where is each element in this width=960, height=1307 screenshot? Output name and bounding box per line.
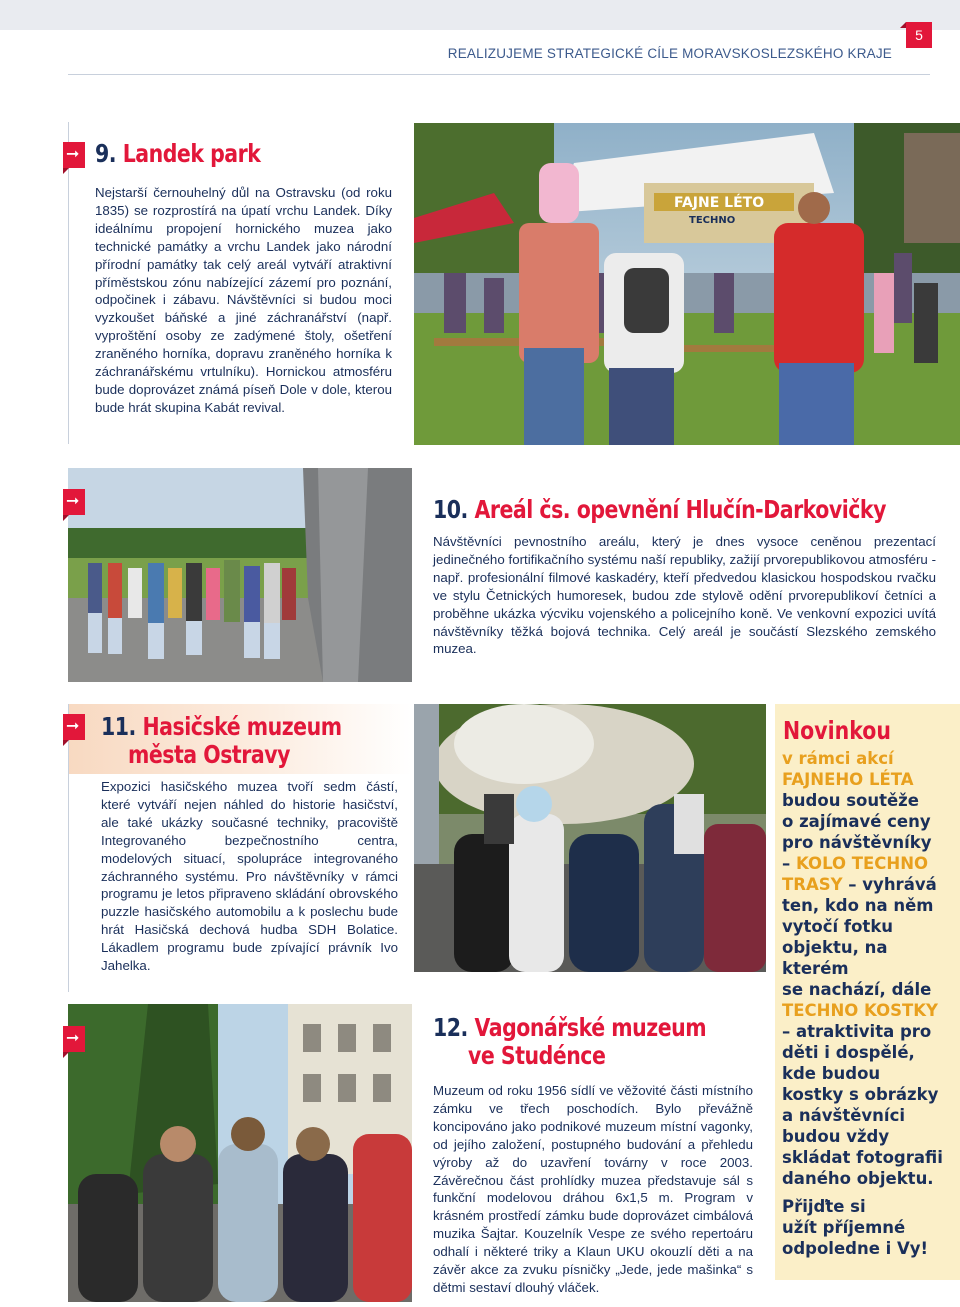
novinka-line: – atraktivita pro bbox=[782, 1022, 932, 1041]
novinka-line: pro návštěvníky bbox=[782, 833, 932, 852]
section-body-11: Expozici hasičského muzea tvoří sedm částí, které vytváří nejen náhled do historie hasičství, ale také ukázky současné techniky, pracoviště Integrovaného bezpečnostního centra, modelových situací, spolupráce integrovaného záchranného systému. Pro návštěvníky v rámci programu je letos připraveno skládání obrovského puzzle hasičského automobilu a k poslechu bude hrát Hasičská dechová hudba SDH Bolatice. Lákadlem programu bude zpívající právník Ivo Jahelka. bbox=[101, 779, 398, 974]
novinka-line: o zajímavé ceny bbox=[782, 812, 931, 831]
section-marker bbox=[63, 489, 85, 515]
novinka-box bbox=[775, 704, 960, 1280]
novinka-fragment: – bbox=[782, 854, 796, 873]
arrow-right-icon: ➞ bbox=[66, 1028, 80, 1047]
page-number: 5 bbox=[906, 22, 932, 48]
section-number: 9. bbox=[95, 139, 117, 168]
section-heading: Landek park bbox=[122, 139, 261, 168]
photo-studenka-castle-crowd bbox=[68, 1004, 412, 1302]
novinka-line: ten, kdo na něm bbox=[782, 896, 934, 915]
section-number: 11. bbox=[101, 712, 136, 741]
photo-fire-demonstration bbox=[414, 704, 766, 972]
section-title-11-line2: města Ostravy bbox=[128, 740, 290, 769]
novinka-line: TECHNO KOSTKY bbox=[782, 1001, 938, 1020]
novinka-title: Novinkou bbox=[783, 716, 891, 745]
novinka-highlight: TRASY bbox=[782, 875, 843, 894]
novinka-closing bbox=[782, 1196, 958, 1259]
novinka-line: děti i dospělé, bbox=[782, 1043, 915, 1062]
stage-sign: FAJNE LÉTO bbox=[674, 195, 765, 211]
novinka-closing-line: odpoledne i Vy! bbox=[782, 1239, 929, 1258]
section-marker bbox=[63, 142, 85, 168]
section-title-10 bbox=[433, 496, 886, 524]
section-heading: Vagonářské muzeum bbox=[474, 1013, 707, 1042]
section-number: 12. bbox=[433, 1013, 468, 1042]
top-band bbox=[0, 0, 960, 30]
novinka-line: daného objektu. bbox=[782, 1169, 934, 1188]
novinka-text bbox=[782, 748, 958, 1189]
section-marker bbox=[63, 1026, 85, 1052]
novinka-line: objektu, na kterém bbox=[782, 938, 888, 978]
novinka-line bbox=[782, 853, 958, 874]
novinka-line bbox=[782, 874, 958, 895]
section-body-9: Nejstarší černouhelný důl na Ostravsku (od roku 1835) se rozprostírá na úpatí vrchu Landek. Díky ideálnímu propojení hornického muzea jako technické památky a vrchu Landek jako národní přírodní památky tak celý areál vytváří atraktivní příměstskou zónu nabízející zázemí pro poznání, odpočinek i zábavu. Návštěvníci si budou moci vyzkoušet báňské a jiné záchranářství (např. vyproštění osoby ze zadýmené štoly, ošetření zraněného horníka, dopravu zraněného horníka k záchranářskému vrtulníku). Hornickou atmosféru bude doprovázet známá píseň Dole v dole, kterou bude hrát skupina Kabát revival. bbox=[95, 185, 392, 415]
stage-sign-2: TECHNO bbox=[689, 215, 736, 226]
novinka-line: v rámci akcí bbox=[782, 749, 894, 768]
novinka-line: se nachází, dále bbox=[782, 980, 932, 999]
novinka-line: FAJNEHO LÉTA bbox=[782, 770, 914, 789]
section-marker bbox=[63, 714, 85, 740]
novinka-line: kde budou bbox=[782, 1064, 881, 1083]
running-title: REALIZUJEME STRATEGICKÉ CÍLE MORAVSKOSLEZSKÉHO KRAJE bbox=[447, 46, 892, 61]
section-title-12 bbox=[433, 1014, 706, 1042]
section-title-9 bbox=[95, 140, 260, 168]
section-heading: Areál čs. opevnění Hlučín-Darkovičky bbox=[474, 495, 886, 524]
novinka-closing-line: užít příjemné bbox=[782, 1218, 906, 1237]
novinka-line: budou vždy bbox=[782, 1127, 890, 1146]
novinka-line: skládat fotografii bbox=[782, 1148, 943, 1167]
novinka-line: budou soutěže bbox=[782, 791, 919, 810]
arrow-right-icon: ➞ bbox=[66, 716, 80, 735]
section-heading: Hasičské muzeum bbox=[142, 712, 342, 741]
novinka-highlight: KOLO TECHNO bbox=[796, 854, 929, 873]
arrow-right-icon: ➞ bbox=[66, 144, 80, 163]
arrow-right-icon: ➞ bbox=[66, 491, 80, 510]
section-title-12-line2: ve Studénce bbox=[468, 1041, 606, 1070]
photo-darkovicky-fort-visitors bbox=[68, 468, 412, 682]
section-number: 10. bbox=[433, 495, 468, 524]
section-rule bbox=[68, 704, 69, 992]
novinka-line: vytočí fotku bbox=[782, 917, 894, 936]
novinka-fragment: – vyhrává bbox=[842, 875, 937, 894]
novinka-line: kostky s obrázky bbox=[782, 1085, 939, 1104]
header-rule bbox=[68, 74, 930, 75]
novinka-line: a návštěvníci bbox=[782, 1106, 906, 1125]
novinka-closing-line: Přijďte si bbox=[782, 1197, 866, 1216]
photo-landek-festival bbox=[414, 123, 960, 445]
section-title-11 bbox=[101, 713, 342, 741]
section-body-10: Návštěvníci pevnostního areálu, který je dnes vysoce ceněnou prezentací jedinečného fortifikačního systému naší republiky, zažijí prvorepublikovou atmosféru - např. profesionální filmové kaskadéry, kteří předvedou klasickou hospodskou rvačku ve stylu Četnických humoresek, budou zde stylově odění prvorepublikoví četníci a proběhne ukázka výcviku vojenského a policejního koně. Ve venkovní expozici uvítá návštěvníky těžká bojová technika. Celý areál je součástí Slezského zemského muzea. bbox=[433, 534, 936, 657]
section-body-12: Muzeum od roku 1956 sídlí ve věžovité části místního zámku ve třech poschodích. Bylo převážně koncipováno jako podnikové muzeum místní vagonky, od jejího založení, postupného budování a přehledu výroby až do uzavření továrny v roce 2003. Závěrečnou část prohlídky muzea představuje sál s funkční modelovou dráhou 6x1,5 m. Program v krásném prostředí zámku bude doprovázet cimbálová muzika Šajtar. Kouzelník Vespe ze svého repertoáru odhalí i některé triky a Klaun UKU okouzlí děti a na závěr akce za zvuku písničky „Jede, jede mašinka“ s dětmi sestaví dlouhý vláček. bbox=[433, 1083, 753, 1295]
